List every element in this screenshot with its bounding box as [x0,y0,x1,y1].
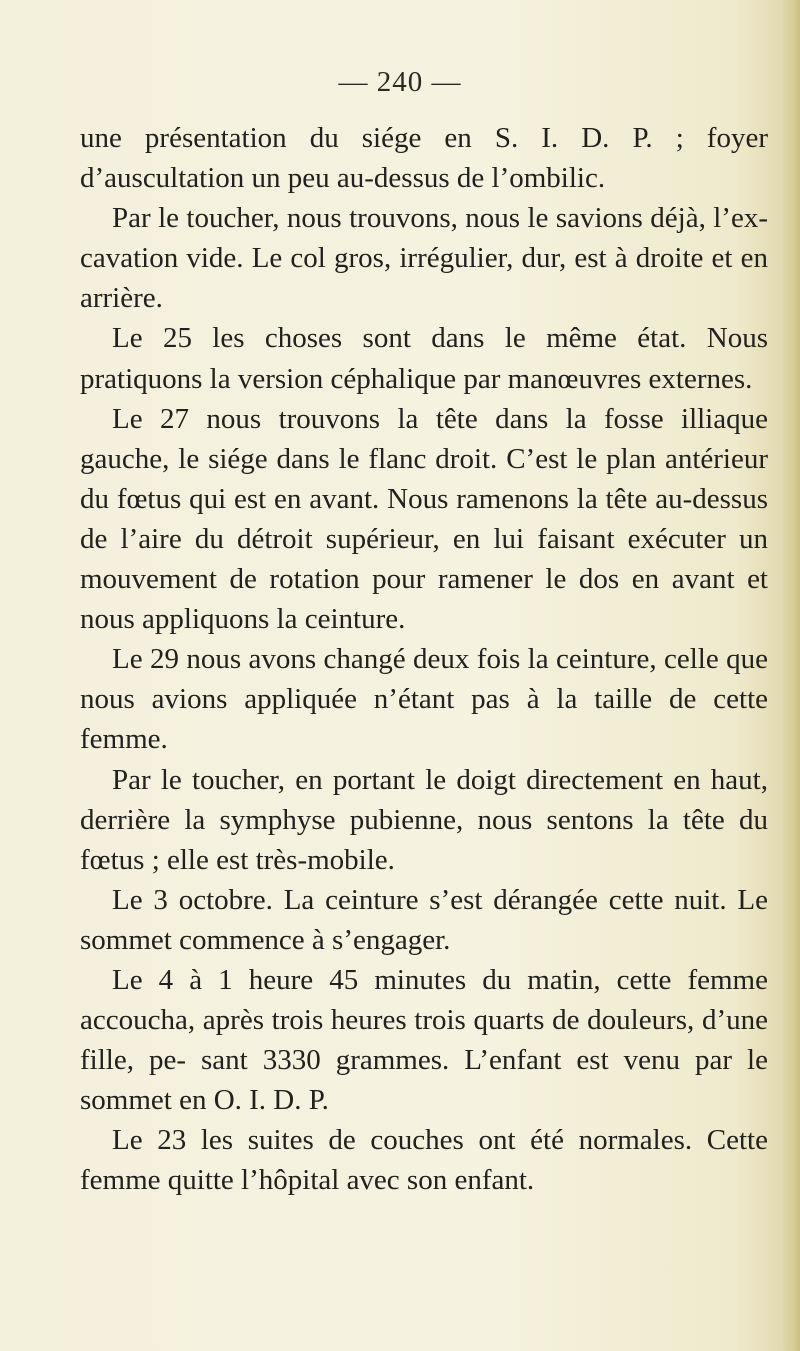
page-number-header: — 240 — [338,66,462,98]
paragraph-7: Le 3 octobre. La ceinture s’est dérangée cette nuit. Le sommet commence à s’engager. [80,883,768,956]
paragraph-8: Le 4 à 1 heure 45 minutes du matin, cette femme accoucha, après trois heures trois quarts de douleurs, d’une fille, pe- sant 3330 grammes. L’enfant est venu par le sommet en O. I. D. P. [80,963,768,1117]
paragraph-9: Le 23 les suites de couches ont été normales. Cette femme quitte l’hôpital avec son enfant. [80,1124,768,1197]
paragraph-5: Le 29 nous avons changé deux fois la ceinture, celle que nous avions appliquée n’étant pas à la taille de cette femme. [80,643,768,756]
paragraph-6: Par le toucher, en portant le doigt directement en haut, derrière la symphyse pubienne, nous sentons la tête du fœtus ; elle est très-mobile. [80,763,768,876]
paragraph-4: Le 27 nous trouvons la tête dans la fosse illiaque gauche, le siége dans le flanc droit. C’est le plan antérieur du fœtus qui est en avant. Nous ramenons la tête au-dessus de l’aire du détroit supérieur, en lui faisant exécuter un mouvement de rotation pour ramener le dos en avant et nous appliquons la ceinture. [80,402,768,636]
paragraph-3: Le 25 les choses sont dans le même état. Nous pratiquons la version céphalique par manœuvres externes. [80,322,768,395]
page-edge-shadow [782,0,800,1351]
paragraph-2: Par le toucher, nous trouvons, nous le savions déjà, l’ex- cavation vide. Le col gros, irrégulier, dur, est à droite et en arrière. [80,202,768,315]
page-body [80,118,768,1201]
paragraph-1: une présentation du siége en S. I. D. P. ; foyer d’auscultation un peu au-dessus de l’ombilic. [80,122,768,195]
